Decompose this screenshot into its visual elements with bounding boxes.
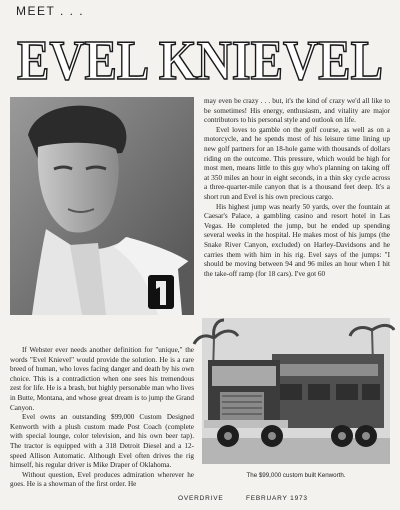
paragraph: Evel owns an outstanding $99,000 Custom Designed Kenworth with a plush custom made Post Coach (complete with special lounge, color television, and his own beer tap). The tractor is equipped with a 318 Detroit Diesel and a 12-speed Allison Automatic. Although Evel often drives the rig himself, his regular driver is Mike Draper of Oklahoma. [10, 413, 194, 470]
paragraph: may even be crazy . . . but, it's the kind of crazy we'd all like to be sometimes! His energy, enthusiasm, and vitality are major contributors to his personal style and outlook on life. [204, 97, 390, 125]
kenworth-truck-photo [202, 318, 390, 464]
paragraph: Evel loves to gamble on the golf course, as well as on a motorcycle, and he spends most of his leisure time lining up new golf partners for an 18-hole game with thousands of dollars riding on the outcome. This pressure, which would be high for most men, means little to this guy who's planning on taking off at 350 miles an hour in eight seconds, in a thin sky cycle across a three-quarter-mile canyon that is a thousand feet deep. It's a short run and Evel is his own precious cargo. [204, 125, 390, 201]
issue-date: FEBRUARY 1973 [246, 495, 308, 502]
page-title-text: EVEL KNIEVEL [17, 30, 383, 92]
page-title [14, 28, 386, 90]
magazine-name: OVERDRIVE [178, 495, 224, 502]
photo-caption: The $99,000 custom built Kenworth. [246, 472, 346, 479]
kicker: MEET . . . [16, 4, 85, 18]
paragraph: His highest jump was nearly 50 yards, over the fountain at Caesar's Palace, a gambling casino and resort hotel in Las Vegas. He completed the jump, but he ended up spending several weeks in the hospital. He makes most of his jumps (the Snake River Canyon, excluded) on Harley-Davidsons and he carries them with him in his rig. Evel says of the jumps: "I should be moving between 94 and 96 miles an hour when I hit the take-off ramp (for 18 cars). I've got 60 [204, 202, 390, 278]
paragraph: If Webster ever needs another definition for "unique," the words "Evel Knievel" would provide the solution. He is a rare breed of human, who loves facing danger and death by his own choice. This is a contradiction when one sees his tremendous zest for life. He is a brash, but highly personable man who lives in Butte, Montana, and whose great dream is to jump the Grand Canyon. [10, 346, 194, 412]
article-column-left [10, 346, 194, 490]
portrait-photo [10, 97, 194, 315]
paragraph: Without question, Evel produces admiration wherever he goes. He is a showman of the first order. He [10, 470, 194, 489]
article-column-right [204, 97, 390, 279]
